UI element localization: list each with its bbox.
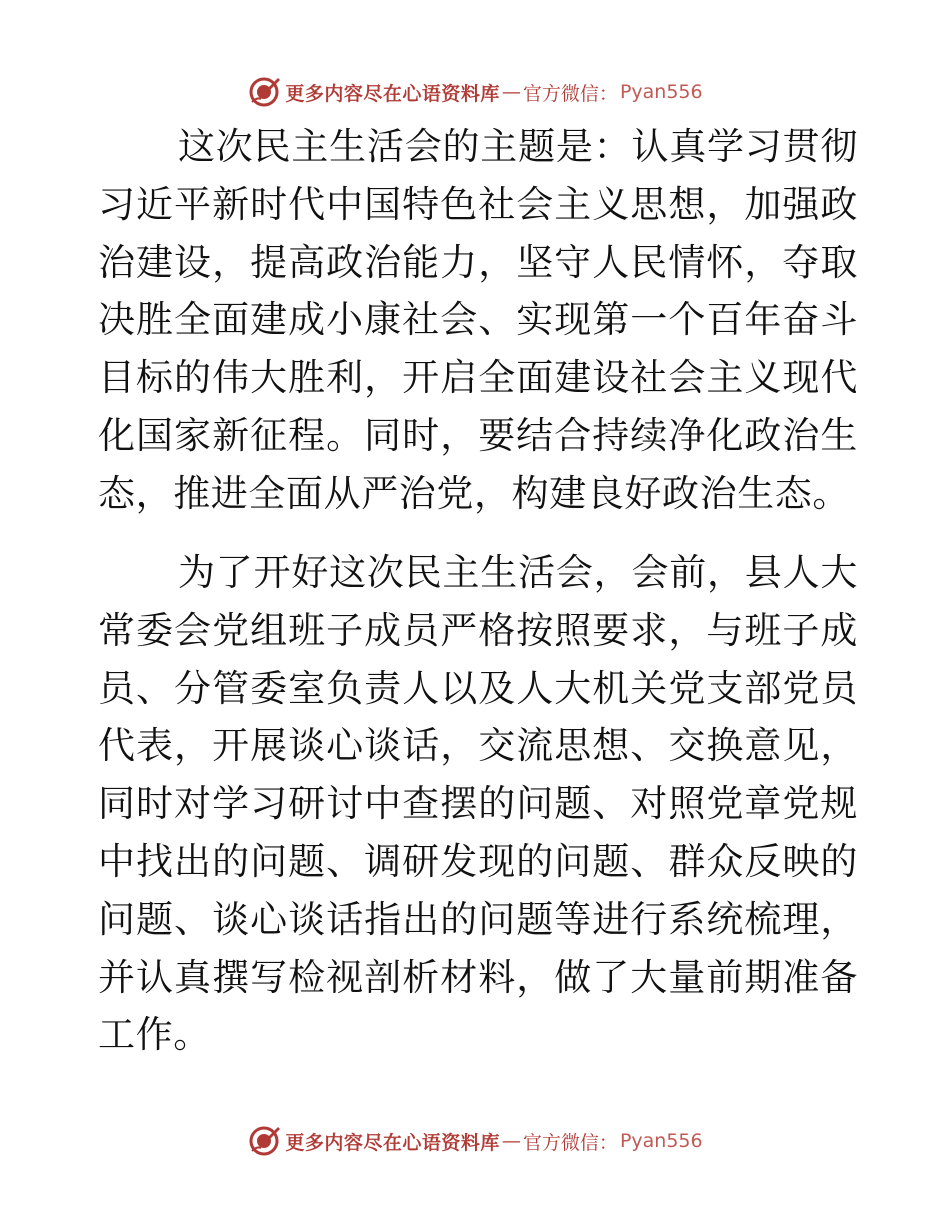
watermark-separator: — <box>501 81 521 103</box>
watermark-footer <box>0 1121 950 1161</box>
pen-logo-icon <box>247 75 281 109</box>
watermark-separator: — <box>501 1130 521 1152</box>
body-paragraph-2-container <box>98 544 858 1064</box>
body-paragraph-1-container <box>98 118 858 523</box>
watermark-wechat-id: Pyan556 <box>619 1130 703 1152</box>
body-paragraph: 为了开好这次民主生活会，会前，县人大常委会党组班子成员严格按照要求，与班子成员、分管委室负责人以及人大机关党支部党员代表，开展谈心谈话，交流思想、交换意见，同时对学习研讨中查摆的问题、对照党章党规中找出的问题、调研发现的问题、群众反映的问题、谈心谈话指出的问题等进行系统梳理，并认真撰写检视剖析材料，做了大量前期准备工作。 <box>98 551 858 1057</box>
body-paragraph: 这次民主生活会的主题是：认真学习贯彻习近平新时代中国特色社会主义思想，加强政治建设，提高政治能力，坚守人民情怀，夺取决胜全面建成小康社会、实现第一个百年奋斗目标的伟大胜利，开启全面建设社会主义现代化国家新征程。同时，要结合持续净化政治生态，推进全面从严治党，构建良好政治生态。 <box>98 125 858 515</box>
watermark-text: 更多内容尽在心语资料库 <box>285 82 500 105</box>
watermark-label: 官方微信： <box>522 82 618 105</box>
watermark-label: 官方微信： <box>522 1131 618 1154</box>
watermark-wechat-id: Pyan556 <box>619 81 703 103</box>
watermark-header <box>0 72 950 112</box>
pen-logo-icon <box>247 1124 281 1158</box>
watermark-text: 更多内容尽在心语资料库 <box>285 1131 500 1154</box>
